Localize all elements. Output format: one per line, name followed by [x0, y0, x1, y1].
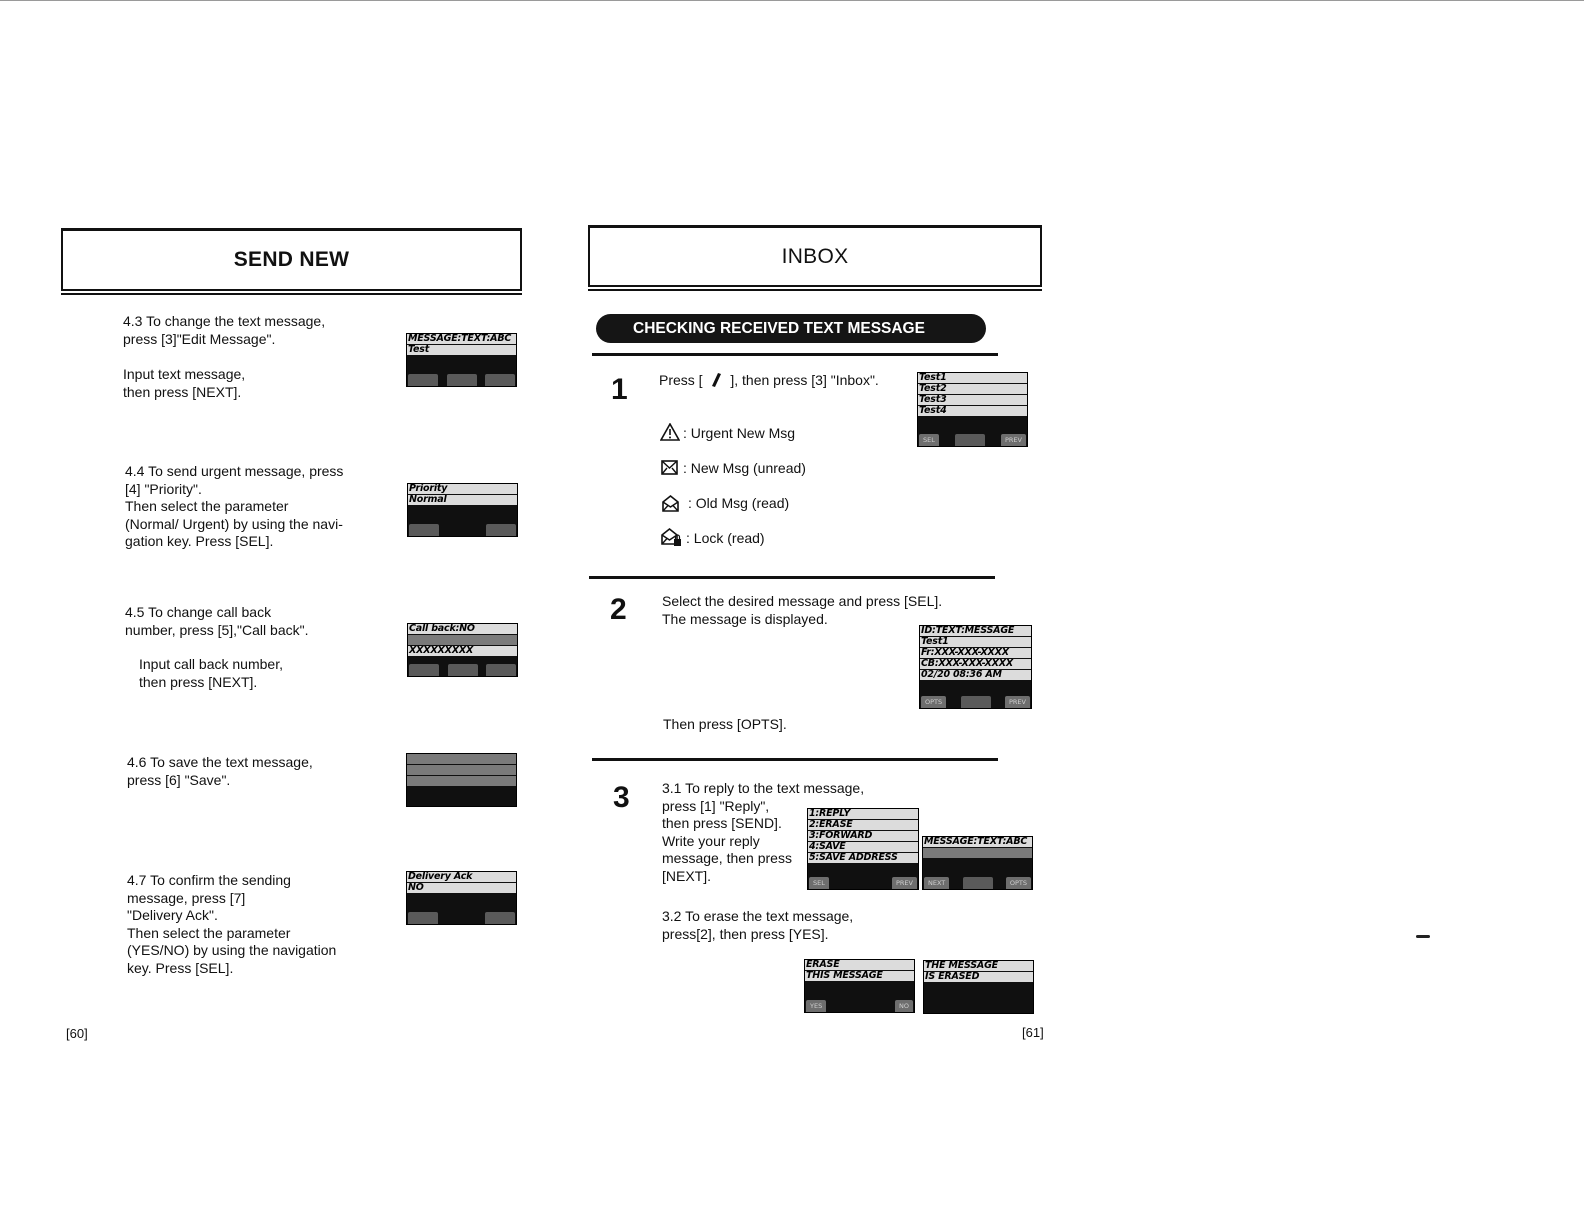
softkey: [486, 524, 516, 536]
screen-erased: [923, 960, 1034, 1014]
softkey: OPTS: [921, 696, 946, 708]
screen-rows: [920, 626, 1031, 694]
softkey: SEL: [919, 434, 939, 446]
screen-message-display: [919, 625, 1032, 709]
screen-rows: [407, 754, 516, 792]
screen-call-back: [407, 623, 518, 677]
screen-row: Fr:XXX-XXX-XXXX: [920, 648, 1031, 658]
screen-rows: [923, 837, 1032, 875]
softkey: [409, 664, 439, 676]
screen-row: MESSAGE:TEXT:ABC: [923, 837, 1032, 847]
step-2-text: Select the desired message and press [SEL]. The message is displayed.: [662, 593, 943, 627]
softkey-bar: [407, 910, 516, 924]
item-4-7-text: 4.7 To confirm the sending message, press [7] "Delivery Ack". Then select the parameter (YES/NO) by using the navigation key. Press [SEL].: [127, 872, 337, 976]
send-new-title: SEND NEW: [233, 248, 350, 271]
section-title-bar: [596, 314, 986, 343]
step-1-rule: [592, 353, 998, 356]
screen-row: [407, 754, 516, 764]
inbox-header-underline: [588, 289, 1042, 291]
screen-row: CB:XXX-XXX-XXXX: [920, 659, 1031, 669]
section-title: CHECKING RECEIVED TEXT MESSAGE: [633, 320, 925, 337]
softkey: PREV: [892, 877, 917, 889]
screen-save: [406, 753, 517, 807]
screen-row: IS ERASED: [924, 972, 1033, 982]
locked-envelope-icon: [660, 527, 682, 547]
open-envelope-icon: [661, 494, 680, 513]
screen-row: THIS MESSAGE: [805, 971, 914, 981]
item-4-3-text2: Input text message, then press [NEXT].: [123, 366, 246, 400]
stray-mark: [1416, 935, 1430, 938]
legend-old-label: : Old Msg (read): [688, 495, 790, 511]
softkey: [447, 374, 477, 386]
screen-delivery-ack: [406, 871, 517, 925]
screen-row: ERASE: [805, 960, 914, 970]
step-2-rule: [589, 576, 995, 579]
screen-rows: [408, 624, 517, 662]
screen-rows: [408, 484, 517, 522]
step-1-text-before: Press [: [659, 372, 703, 388]
screen-row: Test3: [918, 395, 1027, 405]
step-2-number: 2: [610, 593, 627, 626]
softkey: SEL: [809, 877, 829, 889]
screen-options-menu: [807, 808, 919, 890]
send-new-header: [61, 228, 522, 291]
screen-rows: [407, 872, 516, 910]
send-new-header-underline: [61, 293, 522, 295]
screen-row: Test1: [920, 637, 1031, 647]
screen-row: ID:TEXT:MESSAGE: [920, 626, 1031, 636]
screen-row: MESSAGE:TEXT:ABC: [407, 334, 516, 344]
softkey: [955, 434, 985, 446]
softkey-bar: [805, 998, 914, 1012]
softkey-bar: [407, 372, 516, 386]
legend-lock-label: : Lock (read): [686, 530, 765, 546]
page-number-right: [61]: [1022, 1025, 1044, 1040]
step-3-erase-text: 3.2 To erase the text message, press[2], then press [YES].: [662, 908, 854, 942]
screen-row: Call back:NO: [408, 624, 517, 634]
top-border-line: [0, 0, 1584, 1]
screen-rows: [924, 961, 1033, 999]
screen-row: [407, 765, 516, 775]
legend-urgent-label: : Urgent New Msg: [683, 425, 796, 441]
step-1-number: 1: [611, 373, 628, 406]
screen-row: Priority: [408, 484, 517, 494]
softkey-bar: [808, 875, 918, 889]
screen-row: [923, 848, 1032, 858]
screen-row: Normal: [408, 495, 517, 505]
softkey: [486, 664, 516, 676]
message-key-icon: [710, 372, 722, 388]
screen-row: THE MESSAGE: [924, 961, 1033, 971]
screen-row: Test1: [918, 373, 1027, 383]
item-4-5-text: 4.5 To change call back number, press [5],"Call back".: [125, 604, 309, 638]
screen-row: 3:FORWARD: [808, 831, 918, 841]
step-2-text2: Then press [OPTS].: [663, 716, 787, 732]
softkey: [963, 877, 993, 889]
screen-rows: [407, 334, 516, 372]
screen-row: 5:SAVE ADDRESS: [808, 853, 918, 863]
closed-envelope-icon: [661, 460, 678, 475]
screen-row: [407, 776, 516, 786]
softkey: [961, 696, 991, 708]
warning-triangle-icon: [660, 423, 680, 441]
step-3-rule: [592, 758, 998, 761]
item-4-6-text: 4.6 To save the text message, press [6] "Save".: [127, 754, 313, 788]
softkey-bar: [918, 432, 1027, 446]
screen-row: 02/20 08:36 AM: [920, 670, 1031, 680]
screen-reply-compose: [922, 836, 1033, 890]
screen-row: XXXXXXXXX: [408, 646, 517, 656]
screen-row: Test: [407, 345, 516, 355]
softkey: PREV: [1001, 434, 1026, 446]
screen-inbox-list: [917, 372, 1028, 447]
page-number-left: [60]: [66, 1026, 88, 1041]
softkey: PREV: [1005, 696, 1030, 708]
softkey: [409, 524, 439, 536]
screen-row: Test4: [918, 406, 1027, 416]
item-4-4-text: 4.4 To send urgent message, press [4] "Priority". Then select the parameter (Normal/ Urgent) by using the navi- gation key. Press [SEL].: [125, 463, 344, 549]
screen-rows: [918, 373, 1027, 432]
softkey: [408, 374, 438, 386]
item-4-5-text2: Input call back number, then press [NEXT].: [139, 656, 283, 690]
softkey: [485, 374, 515, 386]
screen-row: Delivery Ack: [407, 872, 516, 882]
softkey: NO: [895, 1000, 913, 1012]
step-1-text: [659, 372, 879, 390]
screen-row: 4:SAVE: [808, 842, 918, 852]
screen-edit-message: [406, 333, 517, 387]
inbox-header: [588, 225, 1042, 287]
softkey: NEXT: [924, 877, 949, 889]
item-4-3-text: 4.3 To change the text message, press [3]"Edit Message".: [123, 313, 326, 347]
softkey: OPTS: [1006, 877, 1031, 889]
screen-row: 1:REPLY: [808, 809, 918, 819]
softkey: [408, 912, 438, 924]
step-1-text-after: ], then press [3] "Inbox".: [730, 372, 879, 388]
softkey: YES: [806, 1000, 826, 1012]
legend-new-label: : New Msg (unread): [683, 460, 806, 476]
softkey-bar: [408, 662, 517, 676]
softkey-bar: [923, 875, 1032, 889]
screen-erase-confirm: [804, 959, 915, 1013]
step-3-number: 3: [613, 781, 630, 814]
screen-rows: [805, 960, 914, 998]
softkey: [485, 912, 515, 924]
screen-row: Test2: [918, 384, 1027, 394]
inbox-title: INBOX: [781, 244, 849, 268]
softkey-bar: [408, 522, 517, 536]
screen-row: 2:ERASE: [808, 820, 918, 830]
step-3-reply-text: 3.1 To reply to the text message, press [1] "Reply", then press [SEND]. Write your reply message, then press [NEXT].: [662, 780, 865, 884]
screen-priority: [407, 483, 518, 537]
screen-row: [408, 635, 517, 645]
softkey: [448, 664, 478, 676]
screen-rows: [808, 809, 918, 875]
softkey-bar: [920, 694, 1031, 708]
screen-row: NO: [407, 883, 516, 893]
